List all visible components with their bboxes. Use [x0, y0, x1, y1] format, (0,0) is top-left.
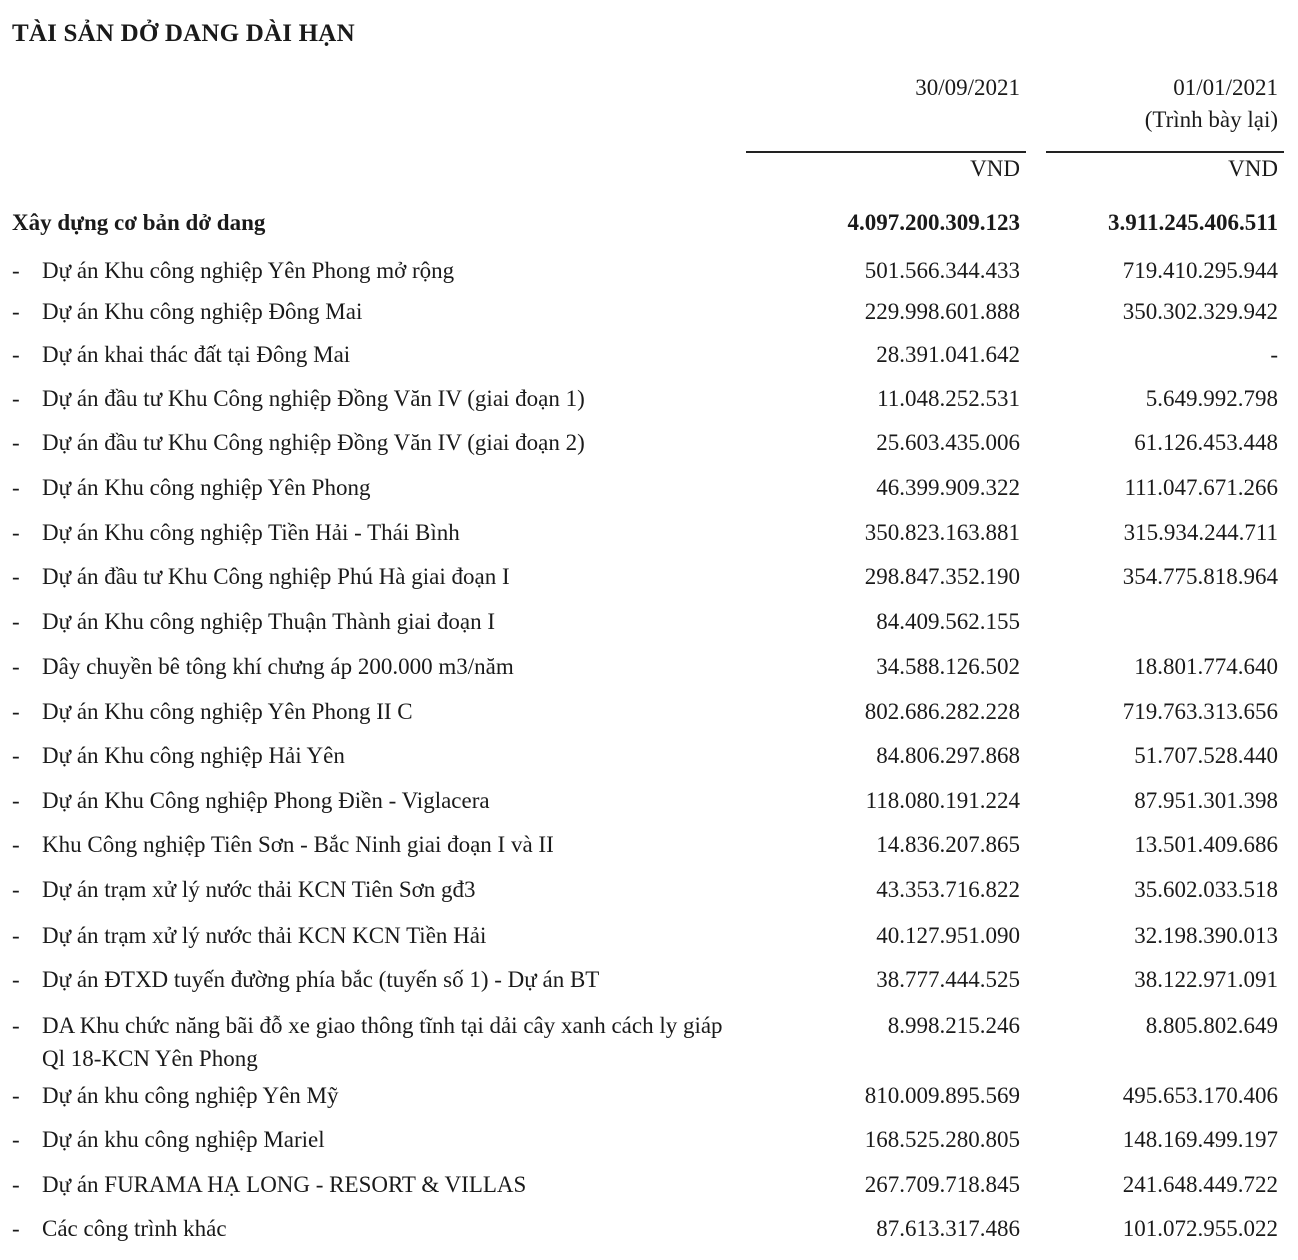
- row-label: Dự án Khu công nghiệp Đông Mai: [42, 299, 363, 324]
- row-value-1: 298.847.352.190: [864, 564, 1020, 589]
- row-label: Dự án khu công nghiệp Mariel: [42, 1127, 325, 1152]
- row-dash: -: [12, 1216, 20, 1241]
- row-value-2: 350.302.329.942: [1122, 299, 1278, 324]
- row-dash: -: [12, 967, 20, 992]
- row-value-1: 25.603.435.006: [876, 430, 1020, 455]
- row-label: Dự án đầu tư Khu Công nghiệp Đồng Văn IV (giai đoạn 2): [42, 430, 585, 455]
- row-value-1: 14.836.207.865: [876, 832, 1020, 857]
- row-value-1: 501.566.344.433: [864, 258, 1020, 283]
- row-label: Dự án Khu công nghiệp Yên Phong: [42, 475, 371, 500]
- row-value-2: 8.805.802.649: [1145, 1013, 1278, 1038]
- column-header-01-01-2021: [1018, 72, 1278, 136]
- row-value-1: 84.806.297.868: [876, 743, 1020, 768]
- row-label: Dự án Khu công nghiệp Hải Yên: [42, 743, 345, 768]
- row-value-2: 35.602.033.518: [1134, 877, 1278, 902]
- total-label: Xây dựng cơ bản dở dang: [12, 210, 266, 235]
- row-value-2: 719.763.313.656: [1122, 699, 1278, 724]
- row-dash: -: [12, 386, 20, 411]
- total-value-2021-01-01: 3.911.245.406.511: [1108, 210, 1278, 235]
- row-value-1: 38.777.444.525: [876, 967, 1020, 992]
- section-title: TÀI SẢN DỞ DANG DÀI HẠN: [12, 20, 355, 47]
- row-label: DA Khu chức năng bãi đỗ xe giao thông tĩnh tại dải cây xanh cách ly giáp Ql 18-KCN Yên Phong: [42, 1013, 723, 1071]
- row-value-1: 34.588.126.502: [876, 654, 1020, 679]
- row-label: Dự án ĐTXD tuyến đường phía bắc (tuyến số 1) - Dự án BT: [42, 967, 600, 992]
- row-dash: -: [12, 342, 20, 367]
- row-value-1: 168.525.280.805: [864, 1127, 1020, 1152]
- row-value-1: 229.998.601.888: [864, 299, 1020, 324]
- column-date: 30/09/2021: [915, 75, 1020, 100]
- row-value-2: 495.653.170.406: [1122, 1083, 1278, 1108]
- row-value-2: 315.934.244.711: [1123, 520, 1278, 545]
- row-label: Dự án Khu công nghiệp Thuận Thành giai đoạn I: [42, 609, 495, 634]
- row-value-1: 8.998.215.246: [887, 1013, 1020, 1038]
- row-label: Dự án Khu Công nghiệp Phong Điền - Viglacera: [42, 788, 490, 813]
- row-dash: -: [12, 1172, 20, 1197]
- row-value-1: 43.353.716.822: [876, 877, 1020, 902]
- column-rule: [746, 151, 1026, 153]
- row-label: Dự án khai thác đất tại Đông Mai: [42, 342, 351, 367]
- row-label: Dự án Khu công nghiệp Yên Phong II C: [42, 699, 413, 724]
- row-value-1: 267.709.718.845: [864, 1172, 1020, 1197]
- row-value-2: 354.775.818.964: [1122, 564, 1278, 589]
- row-dash: -: [12, 520, 20, 545]
- column-date: 01/01/2021: [1173, 75, 1278, 100]
- row-value-1: 810.009.895.569: [864, 1083, 1020, 1108]
- row-value-1: 118.080.191.224: [865, 788, 1020, 813]
- row-label: Các công trình khác: [42, 1216, 227, 1241]
- row-dash: -: [12, 475, 20, 500]
- row-value-1: 350.823.163.881: [864, 520, 1020, 545]
- column-note: (Trình bày lại): [1144, 107, 1278, 132]
- row-value-2: 38.122.971.091: [1134, 967, 1278, 992]
- row-value-2: -: [1270, 342, 1278, 367]
- row-dash: -: [12, 1083, 20, 1108]
- row-value-2: 51.707.528.440: [1134, 743, 1278, 768]
- row-label: Dự án Khu công nghiệp Yên Phong mở rộng: [42, 258, 455, 283]
- row-dash: -: [12, 1127, 20, 1152]
- row-label: Dự án trạm xử lý nước thải KCN KCN Tiền Hải: [42, 923, 487, 948]
- row-dash: -: [12, 299, 20, 324]
- row-dash: -: [12, 788, 20, 813]
- row-value-2: 32.198.390.013: [1134, 923, 1278, 948]
- row-label: Dự án trạm xử lý nước thải KCN Tiên Sơn gđ3: [42, 877, 476, 902]
- row-value-1: 84.409.562.155: [876, 609, 1020, 634]
- row-label: Dự án khu công nghiệp Yên Mỹ: [42, 1083, 339, 1108]
- row-dash: -: [12, 258, 20, 283]
- row-label: Dây chuyền bê tông khí chưng áp 200.000 m3/năm: [42, 654, 514, 679]
- row-value-2: 101.072.955.022: [1122, 1216, 1278, 1241]
- row-label: Dự án Khu công nghiệp Tiền Hải - Thái Bình: [42, 520, 460, 545]
- column-unit: VND: [970, 156, 1020, 181]
- row-dash: -: [12, 877, 20, 902]
- row-value-2: 148.169.499.197: [1122, 1127, 1278, 1152]
- row-dash: -: [12, 923, 20, 948]
- row-value-2: 13.501.409.686: [1134, 832, 1278, 857]
- row-value-2: 241.648.449.722: [1122, 1172, 1278, 1197]
- row-dash: -: [12, 609, 20, 634]
- row-dash: -: [12, 743, 20, 768]
- row-dash: -: [12, 699, 20, 724]
- row-value-1: 28.391.041.642: [876, 342, 1020, 367]
- row-value-2: 111.047.671.266: [1124, 475, 1278, 500]
- row-label: Dự án đầu tư Khu Công nghiệp Phú Hà giai đoạn I: [42, 564, 510, 589]
- row-dash: -: [12, 430, 20, 455]
- total-value-2021-09-30: 4.097.200.309.123: [847, 210, 1020, 235]
- column-rule: [1046, 151, 1284, 153]
- row-value-2: 87.951.301.398: [1134, 788, 1278, 813]
- row-dash: -: [12, 564, 20, 589]
- row-value-2: 719.410.295.944: [1122, 258, 1278, 283]
- row-dash: -: [12, 832, 20, 857]
- row-value-2: 18.801.774.640: [1134, 654, 1278, 679]
- row-value-2: 61.126.453.448: [1134, 430, 1278, 455]
- column-unit: VND: [1228, 156, 1278, 181]
- row-dash: -: [12, 1013, 20, 1038]
- row-label: Dự án đầu tư Khu Công nghiệp Đồng Văn IV (giai đoạn 1): [42, 386, 585, 411]
- row-label: Dự án FURAMA HẠ LONG - RESORT & VILLAS: [42, 1172, 527, 1197]
- row-value-2: 5.649.992.798: [1145, 386, 1278, 411]
- row-value-1: 46.399.909.322: [876, 475, 1020, 500]
- row-dash: -: [12, 654, 20, 679]
- row-value-1: 802.686.282.228: [864, 699, 1020, 724]
- row-label: Khu Công nghiệp Tiên Sơn - Bắc Ninh giai đoạn I và II: [42, 832, 554, 857]
- row-value-1: 87.613.317.486: [876, 1216, 1020, 1241]
- column-header-30-09-2021: [760, 72, 1020, 104]
- row-value-1: 40.127.951.090: [876, 923, 1020, 948]
- row-value-1: 11.048.252.531: [877, 386, 1020, 411]
